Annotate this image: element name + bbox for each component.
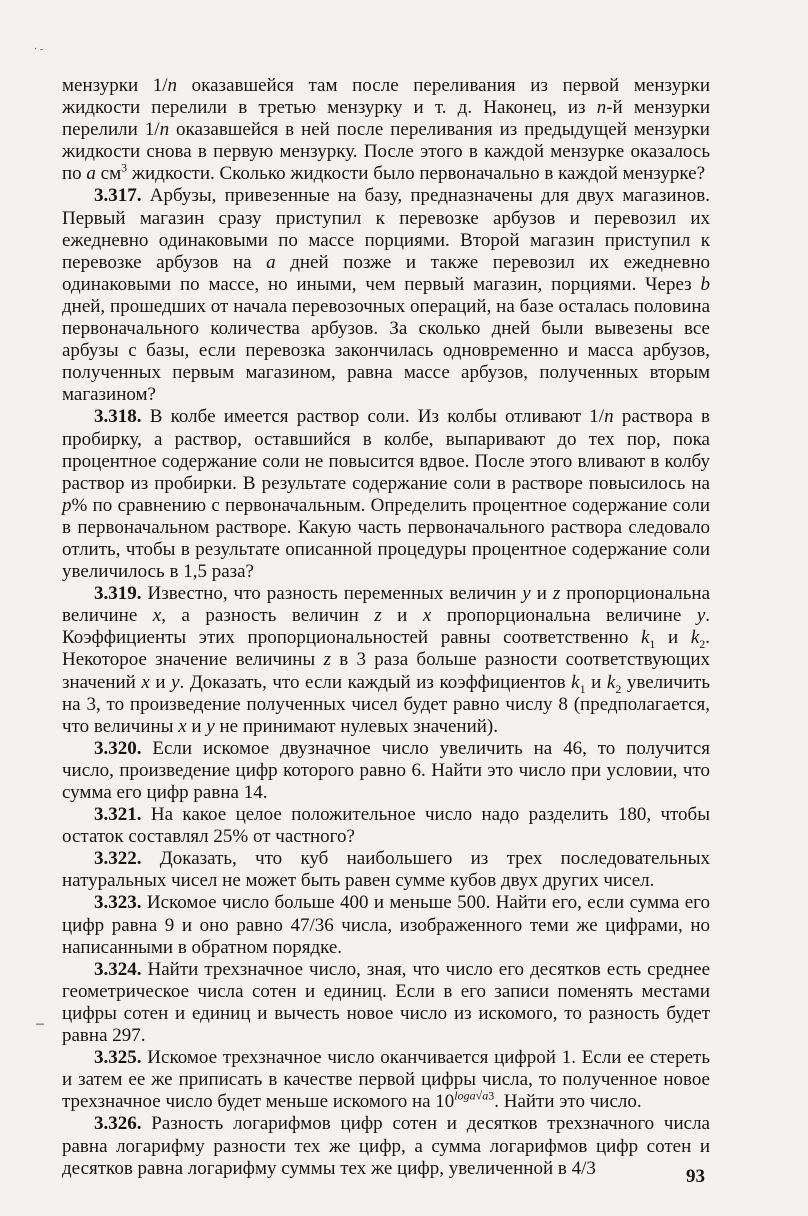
problem-number: 3.323. [94,892,142,914]
page-number: 93 [686,1166,705,1187]
problem-3-325: 3.325. Искомое трехзначное число оканчивается цифрой 1. Если ее стереть и затем ее же приписать в качестве первой цифры числа, то полученное новое трехзначное число будет меньше искомого на $10^{loga√a3}$. Найти это число. [62,1047,710,1113]
problem-number: 3.322. [94,848,142,870]
problem-number: 3.321. [94,804,142,826]
problem-3-326: 3.326. Разность логарифмов цифр сотен и десятков трехзначного числа равна логарифму разности тех же цифр, а сумма логарифмов цифр сотен и десятков равна логарифму суммы тех же цифр, увеличенной в 4/3 [62,1113,710,1179]
problem-number: 3.318. [94,406,142,428]
problem-number: 3.319. [94,583,142,605]
problem-number: 3.325. [94,1047,142,1069]
problem-3-318: 3.318. В колбе имеется раствор соли. Из колбы отливают 1/n раствора в пробирку, а раствор, оставшийся в колбе, выпаривают до тех пор, пока процентное содержание соли не повысится вдвое. После этого вливают в колбу раствор из пробирки. В результате содержание соли в растворе повысилось на p% по сравнению с первоначальным. Определить процентное содержание соли в первоначальном растворе. Какую часть первоначального раствора следовало отлить, чтобы в результате описанной процедуры процентное содержание соли увеличилось в 1,5 раза? [62,406,710,583]
problem-3-320: 3.320. Если искомое двузначное число увеличить на 46, то получится число, произведение цифр которого равно 6. Найти это число при условии, что сумма его цифр равна 14. [62,737,710,803]
problem-3-321: 3.321. На какое целое положительное число надо разделить 180, чтобы остаток составлял 25% от частного? [62,804,710,848]
scan-speck: · - [34,44,44,55]
problem-3-322: 3.322. Доказать, что куб наибольшего из трех последовательных натуральных чисел не может быть равен сумме кубов двух других чисел. [62,848,710,892]
problem-3-324: 3.324. Найти трехзначное число, зная, что число его десятков есть среднее геометрическое числа сотен и единиц. Если в его записи поменять местами цифры сотен и единиц и вычесть новое число из искомого, то разность будет равна 297. [62,958,710,1047]
problem-number: 3.317. [94,185,142,207]
formula: $10^{loga√a3}$ [435,1088,495,1113]
problem-number: 3.324. [94,958,142,980]
problem-3-323: 3.323. Искомое число больше 400 и меньше 500. Найти его, если сумма его цифр равна 9 и оно равно 47/36 числа, изображенного теми же цифрами, но написанными в обратном порядке. [62,892,710,958]
page-text [62,75,710,1180]
problem-number: 3.320. [94,737,142,759]
problem-3-317: 3.317. Арбузы, привезенные на базу, предназначены для двух магазинов. Первый магазин сразу приступил к перевозке арбузов и перевозил их ежедневно одинаковыми по массе порциями. Второй магазин приступил к перевозке арбузов на a дней позже и также перевозил их ежедневно одинаковыми по массе, но иными, чем первый магазин, порциями. Через b дней, прошедших от начала перевозочных операций, на базе осталась половина первоначального количества арбузов. За сколько дней были вывезены все арбузы с базы, если перевозка закончилась одновременно и масса арбузов, полученных первым магазином, равна массе арбузов, полученных вторым магазином? [62,185,710,406]
problem-3-319: 3.319. Известно, что разность переменных величин y и z пропорциональна величине x, а разность величин z и x пропорциональна величине y. Коэффициенты этих пропорциональностей равны соответственно $k_1$ и $k_2$. Некоторое значение величины z в 3 раза больше разности соответствующих значений x и y. Доказать, что если каждый из коэффициентов $k_1$ и $k_2$ увеличить на 3, то произведение полученных чисел будет равно числу 8 (предполагается, что величины x и y не принимают нулевых значений). [62,583,710,737]
problem-number: 3.326. [94,1113,142,1135]
paragraph-continuation: мензурки 1/n оказавшейся там после переливания из первой мензурки жидкости перелили в третью мензурку и т. д. Наконец, из n-й мензурки перелили 1/n оказавшейся в ней после переливания из предыдущей мензурки жидкости снова в первую мензурку. После этого в каждой мензурке оказалось по a $см^3$ жидкости. Сколько жидкости было первоначально в каждой мензурке? [62,75,711,185]
margin-mark: – [36,1015,44,1032]
